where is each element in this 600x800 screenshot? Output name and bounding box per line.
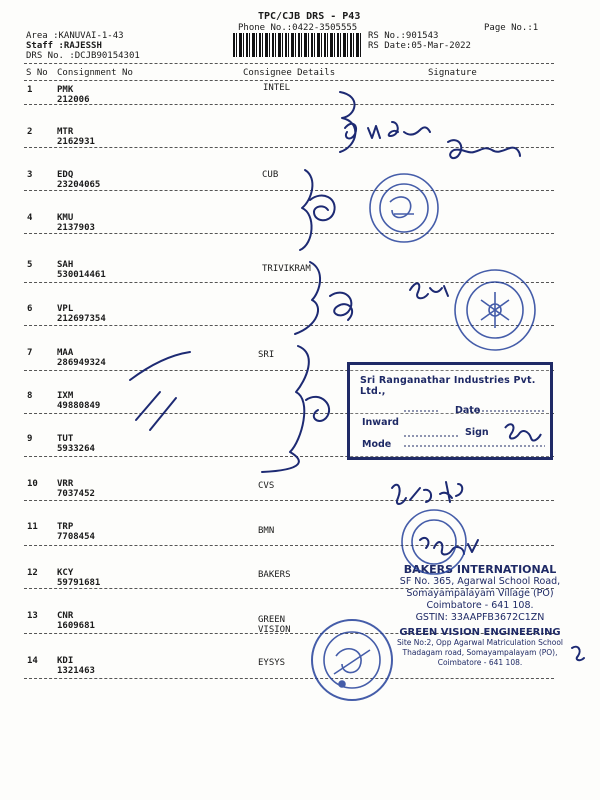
- stamp-date-label: Date: [455, 405, 481, 416]
- row-consignment: TRP 7708454: [57, 522, 95, 542]
- row-consignee: INTEL: [263, 83, 291, 93]
- strike-line: [150, 398, 176, 430]
- row-consignee: BMN: [258, 526, 275, 536]
- row-sno: 14: [27, 656, 38, 666]
- row-sno: 4: [27, 213, 33, 223]
- document-title: TPC/CJB DRS - P43: [258, 11, 361, 22]
- bracket-mark: [262, 346, 309, 472]
- area-label: Area :KANUVAI-1-43: [26, 31, 124, 41]
- column-sno: S No: [26, 68, 48, 78]
- bakers-gstin: GSTIN: 33AAPFB3672C1ZN: [415, 612, 545, 623]
- green-vision-address-2: Thadagam road, Somayampalayam (PO),: [402, 648, 558, 657]
- round-seal-trivikram: [455, 270, 535, 350]
- handwritten-signature: [306, 397, 329, 421]
- row-consignment: VRR 7037452: [57, 479, 95, 499]
- handwritten-signature: [505, 424, 541, 440]
- bakers-name: BAKERS INTERNATIONAL: [403, 563, 557, 576]
- round-seal-bakers: [402, 510, 466, 574]
- handwritten-signature: [310, 196, 335, 221]
- bracket-mark: [340, 92, 355, 152]
- row-consignment: CNR 1609681: [57, 611, 95, 631]
- row-consignment: MTR 2162931: [57, 127, 95, 147]
- stamp-mode-label: Mode: [362, 439, 392, 450]
- green-vision-address-3: Coimbatore - 641 108.: [437, 658, 523, 667]
- row-consignment: IXM 49880849: [57, 391, 101, 411]
- column-consignee: Consignee Details: [243, 68, 336, 78]
- row-consignee: EYSYS: [258, 658, 286, 668]
- row-sno: 11: [27, 522, 38, 532]
- row-consignee: CVS: [258, 481, 275, 491]
- handwritten-signature: [330, 293, 352, 320]
- row-consignee: GREEN VISION: [258, 615, 291, 635]
- row-sno: 6: [27, 304, 33, 314]
- bakers-address-1: SF No. 365, Agarwal School Road,: [399, 576, 561, 587]
- row-consignment: MAA 286949324: [57, 348, 106, 368]
- row-sno: 13: [27, 611, 38, 621]
- phone-number: Phone No.:0422-3505555: [238, 23, 358, 33]
- row-consignment: SAH 530014461: [57, 260, 106, 280]
- row-sno: 1: [27, 85, 33, 95]
- stamp-inward-label: Inward: [362, 417, 399, 428]
- row-consignee: SRI: [258, 350, 275, 360]
- row-sno: 10: [27, 479, 38, 489]
- column-signature: Signature: [428, 68, 477, 78]
- row-sno: 2: [27, 127, 33, 137]
- strike-line: [130, 352, 190, 380]
- row-consignment: TUT 5933264: [57, 434, 95, 454]
- bracket-mark: [300, 170, 312, 250]
- row-sno: 5: [27, 260, 33, 270]
- row-sno: 12: [27, 568, 38, 578]
- stamp-company-name: Sri Ranganathar Industries Pvt. Ltd.,: [360, 375, 536, 397]
- row-consignee: BAKERS: [258, 570, 291, 580]
- row-consignment: KCY 59791681: [57, 568, 101, 588]
- handwritten-signature: [410, 283, 448, 298]
- green-vision-address-1: Site No:2, Opp Agarwal Matriculation School: [396, 638, 563, 647]
- row-consignment: KDI 1321463: [57, 656, 95, 676]
- round-seal-cub: [370, 174, 438, 242]
- page-number: Page No.:1: [484, 23, 539, 33]
- row-sno: 7: [27, 348, 33, 358]
- staff-label: Staff :RAJESSH: [26, 41, 102, 51]
- drs-number: DRS No. :DCJB90154301: [26, 51, 140, 61]
- strike-line: [136, 392, 160, 420]
- row-consignment: VPL 212697354: [57, 304, 106, 324]
- handwritten-signature: [420, 538, 478, 555]
- bakers-address-2: Somayampalayam Village (PO): [406, 588, 554, 599]
- column-consignment: Consignment No: [57, 68, 133, 78]
- row-sno: 3: [27, 170, 33, 180]
- row-consignment: KMU 2137903: [57, 213, 95, 233]
- green-vision-name: GREEN VISION ENGINEERING: [399, 627, 561, 638]
- row-consignment: PMK 212006: [57, 85, 90, 105]
- bracket-mark: [295, 262, 320, 334]
- rs-date: RS Date:05-Mar-2022: [368, 41, 471, 51]
- handwritten-signature: [345, 122, 520, 158]
- round-seal-eysys: [312, 620, 392, 700]
- row-sno: 9: [27, 434, 33, 444]
- handwritten-signature: [572, 647, 584, 660]
- row-consignee: CUB: [262, 170, 279, 180]
- rs-number: RS No.:901543: [368, 31, 439, 41]
- row-consignee: TRIVIKRAM: [262, 264, 311, 274]
- row-consignment: EDQ 23204065: [57, 170, 101, 190]
- stamp-sign-label: Sign: [465, 427, 489, 438]
- row-sno: 8: [27, 391, 33, 401]
- bakers-address-3: Coimbatore - 641 108.: [426, 600, 534, 611]
- handwritten-signature: [392, 482, 462, 504]
